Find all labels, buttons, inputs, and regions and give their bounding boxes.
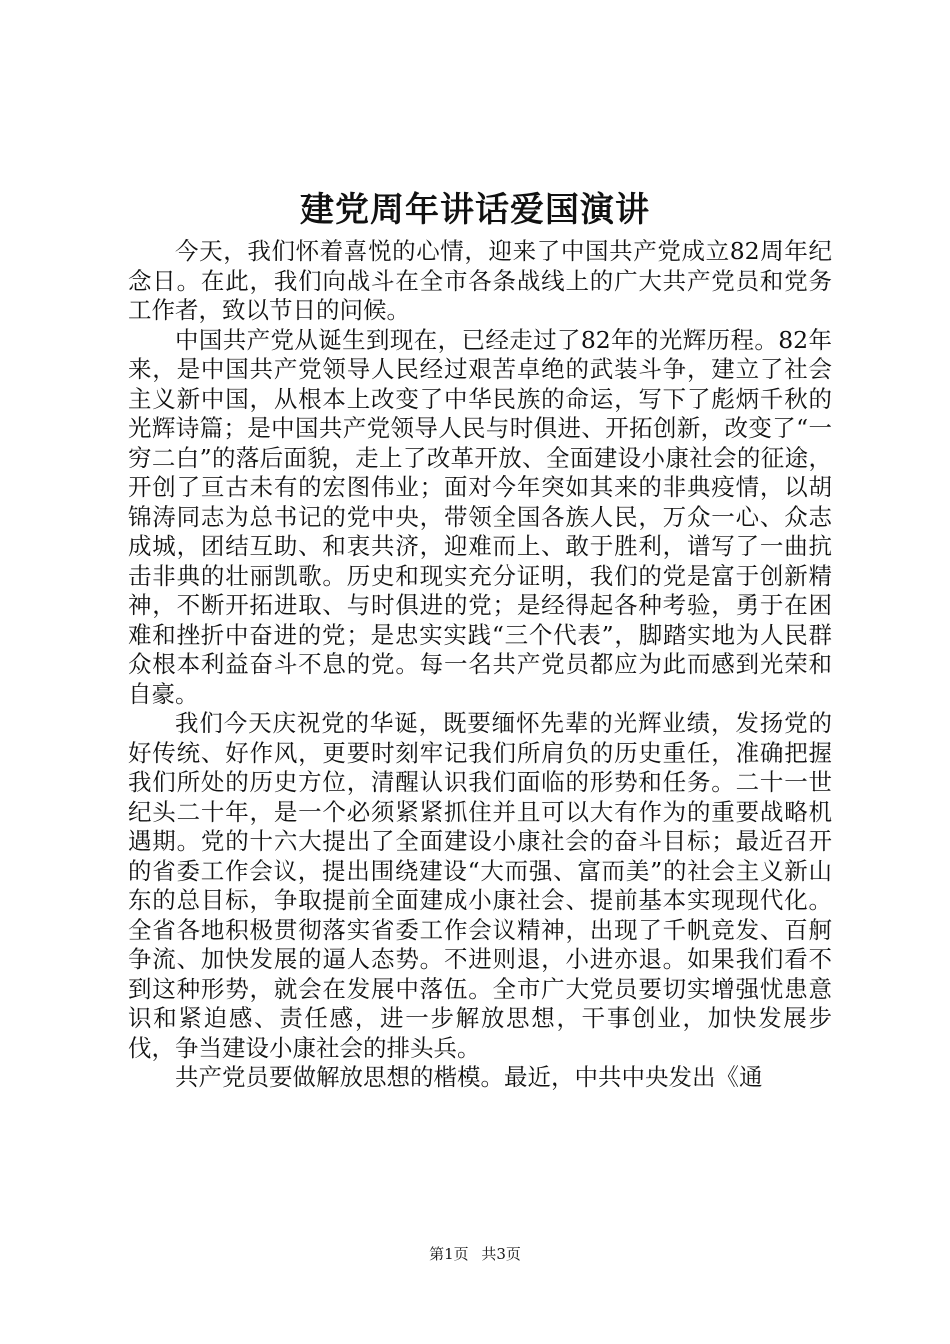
- page-footer: [0, 1244, 950, 1264]
- page-total: 共3页: [481, 1245, 521, 1263]
- document-title: 建党周年讲话爱国演讲: [300, 190, 650, 230]
- document-body: [128, 237, 832, 1093]
- paragraph: 我们今天庆祝党的华诞，既要缅怀先辈的光辉业绩，发扬党的好传统、好作风，更要时刻牢记我们所肩负的历史重任，准确把握我们所处的历史方位，清醒认识我们面临的形势和任务。二十一世纪头二十年，是一个必须紧紧抓住并且可以大有作为的重要战略机遇期。党的十六大提出了全面建设小康社会的奋斗目标；最近召开的省委工作会议，提出围绕建设“大而强、富而美”的社会主义新山东的总目标，争取提前全面建成小康社会、提前基本实现现代化。全省各地积极贯彻落实省委工作会议精神，出现了千帆竞发、百舸争流、加快发展的逼人态势。不进则退，小进亦退。如果我们看不到这种形势，就会在发展中落伍。全市广大党员要切实增强忧患意识和紧迫感、责任感，进一步解放思想，干事创业，加快发展步伐，争当建设小康社会的排头兵。: [128, 709, 832, 1062]
- paragraph: 中国共产党从诞生到现在，已经走过了82年的光辉历程。82年来，是中国共产党领导人民经过艰苦卓绝的武装斗争，建立了社会主义新中国，从根本上改变了中华民族的命运，写下了彪炳千秋的光辉诗篇；是中国共产党领导人民与时俱进、开拓创新，改变了“一穷二白”的落后面貌，走上了改革开放、全面建设小康社会的征途，开创了亘古未有的宏图伟业；面对今年突如其来的非典疫情，以胡锦涛同志为总书记的党中央，带领全国各族人民，万众一心、众志成城，团结互助、和衷共济，迎难而上、敢于胜利，谱写了一曲抗击非典的壮丽凯歌。历史和现实充分证明，我们的党是富于创新精神，不断开拓进取、与时俱进的党；是经得起各种考验，勇于在困难和挫折中奋进的党；是忠实实践“三个代表”，脚踏实地为人民群众根本利益奋斗不息的党。每一名共产党员都应为此而感到光荣和自豪。: [128, 325, 832, 708]
- paragraph: 今天，我们怀着喜悦的心情，迎来了中国共产党成立82周年纪念日。在此，我们向战斗在全市各条战线上的广大共产党员和党务工作者，致以节日的问候。: [128, 237, 832, 324]
- page-number: 第1页: [429, 1245, 469, 1263]
- paragraph: 共产党员要做解放思想的楷模。最近，中共中央发出《通: [175, 1063, 763, 1091]
